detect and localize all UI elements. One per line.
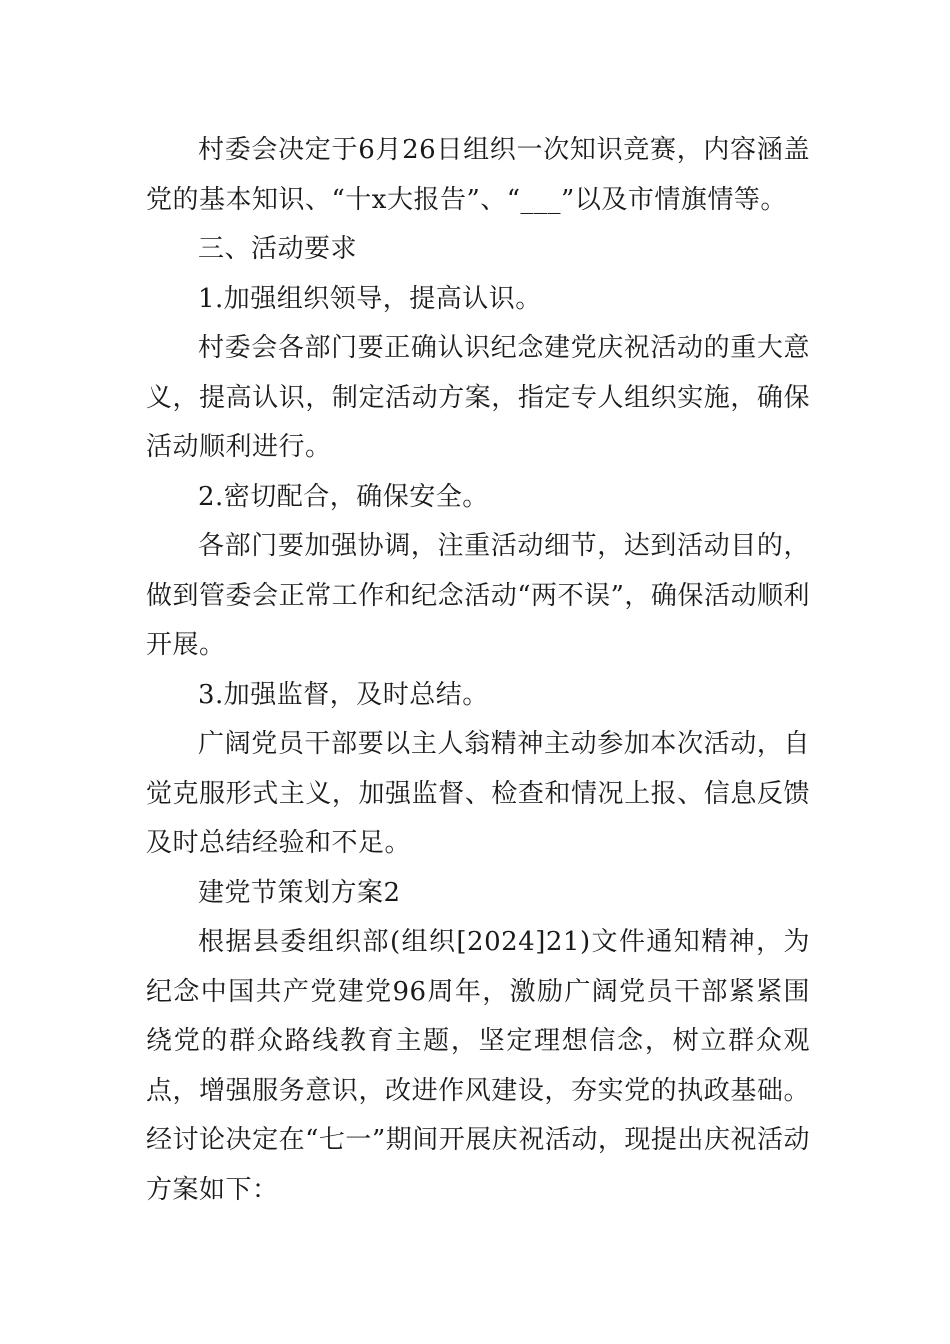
section-heading-requirements: 三、活动要求 — [198, 234, 358, 264]
item-heading-1: 1.加强组织领导，提高认识。 — [198, 283, 542, 314]
paragraph-plan-2-intro: 根据县委组织部(组织[2024]21)文件通知精神，为纪念中国共产党建党96周年，激励广阔党员干部紧紧围绕党的群众路线教育主题，坚定理想信念，树立群众观点，增强服务意识，改进作风建设，夯实党的执政基础。经讨论决定在“七一”期间开展庆祝活动，现提出庆祝活动方案如下： — [146, 927, 810, 1205]
item-heading-3: 3.加强监督，及时总结。 — [198, 679, 489, 710]
paragraph-item-1: 村委会各部门要正确认识纪念建党庆祝活动的重大意义，提高认识，制定活动方案，指定专人组织实施，确保活动顺利进行。 — [146, 333, 810, 462]
document-body — [146, 126, 810, 1215]
paragraph-item-3: 广阔党员干部要以主人翁精神主动参加本次活动，自觉克服形式主义，加强监督、检查和情况上报、信息反馈及时总结经验和不足。 — [146, 729, 810, 858]
plan-title-2: 建党节策划方案2 — [198, 877, 401, 908]
item-heading-2: 2.密切配合，确保安全。 — [198, 481, 489, 512]
paragraph-item-2: 各部门要加强协调，注重活动细节，达到活动目的，做到管委会正常工作和纪念活动“两不误”，确保活动顺利开展。 — [146, 531, 810, 660]
paragraph-quiz: 村委会决定于6月26日组织一次知识竞赛，内容涵盖党的基本知识、“十x大报告”、“___”以及市情旗情等。 — [146, 135, 810, 215]
